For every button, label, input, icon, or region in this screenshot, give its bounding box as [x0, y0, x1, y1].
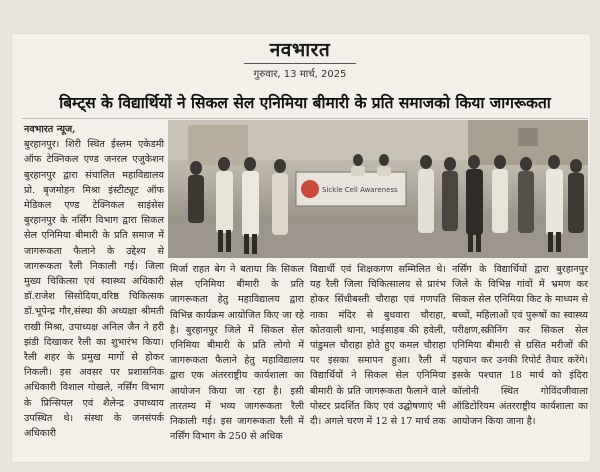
rally-photo [168, 120, 588, 258]
banner-text: Sickle Cell Awareness [322, 186, 398, 194]
publication-date: गुरुवार, 13 मार्च, 2025 [253, 69, 347, 80]
byline: नवभारत न्यूज, [24, 124, 76, 135]
newspaper-name: नवभारत [244, 36, 356, 64]
masthead [244, 36, 356, 80]
rally-photo-illustration [168, 120, 588, 258]
article-text-2: मिर्जा राहत बेग ने बताया कि सिकल सेल एनिमिया बीमारी के प्रति जागरूकता हेतु महाविद्यालय द्वारा विभिन्न कार्यक्रम आयोजित किए जा रहे है। बुरहानपुर जिले में सिकल सेल एनिमिया बीमारी के प्रति लोगो में जागरूकता फैलाने हेतु महाविद्यालय द्वारा एक अंतरराष्ट्रीय कार्यशाला का आयोजन किया जा रहा है। इसी तारतम्य में भव्य जागरूकता रैली निकाली गई। इस जागरूकता रैली में नर्सिंग विभाग के 250 से अधिक [170, 264, 304, 443]
article-column-1 [24, 122, 164, 441]
article-text-4: नर्सिंग के विद्यार्थियों द्वारा बुरहानपुर जिले के विभिन्न गांवों में भ्रमण कर सिकल सेल एनिमिया किट के माध्यम से बच्चों, महिलाओं एवं पुरूषों का स्वास्थ्य परीक्षण,स्क्रीनिंग कर सिकल सेल एनिमिया बीमारी से ग्रसित मरीजों की पहचान कर उनकी रिपोर्ट तैयार करेंगे। इसके पश्चात 18 मार्च को इंदिरा कॉलोनी स्थित गोविंदजीवाला ऑडिटोरियम अंतरराष्ट्रीय कार्यशाला का आयोजन किया जाना है। [452, 264, 588, 428]
article-column-4 [452, 262, 588, 429]
article-column-3 [310, 262, 446, 429]
article-text-3: विद्यार्थी एवं शिक्षकगण सम्मिलित थे। यह रैली जिला चिकित्सालय से प्रारंभ होकर सिंधीबस्ती चौराहा एवं गणपति नाका मंदिर से बुधवारा चौराहा, कोतवाली थाना, भाईसाहब की हवेली, पांडुमल चौराहा होते हुए कमल चौराहा पर इसका समापन हुआ। रैली में विद्यार्थियों ने सिकल सेल एनिमिया बीमारी के प्रति जागरूकता फैलाने वाले पोस्टर प्रदर्शित किए एवं उद्घोषणाएं भी दी। अगले चरण में 12 से 17 मार्च तक [310, 264, 446, 428]
headline: बिम्ट्स के विद्यार्थियों ने सिकल सेल एनिमिया बीमारी के प्रति समाजको किया जागरूकता [22, 88, 588, 119]
article-text-1: बुरहानपुर। शिरी स्थित ईस्लम एकेडमी ऑफ टेक्निकल एण्ड जनरल एजुकेशन बुरहानपुर द्वारा संचालित महाविद्यालय प्रो. बृजमोहन मिश्रा इंस्टीट्यूट ऑफ मेडिकल एण्ड टेक्निकल साइंसेस बुरहानपुर के नर्सिंग विभाग द्वारा सिकल सेल एनिमिया बीमारी के प्रति समाज में जागरूकता फैलाने के उद्देश्य से जागरूकता रैली निकाली गई। जिला मुख्य चिकित्सा एवं स्वास्थ्य अधिकारी डॉ.राजेश सिसोदिया,वरिष्ठ चिकित्सक डॉ.भूपेन्द्र गौर,संस्था की अध्यक्षा श्रीमती राखी मिश्रा, उपाध्यक्ष अनिल जैन ने हरी झंडी दिखाकर रैली का शुभारंभ किया। रैली शहर के प्रमुख मार्गो से होकर निकली। इस अवसर पर प्रशासनिक अधिकारी विशाल गोखले, नर्सिंग विभाग के प्रिन्सिपल एवं शैलेन्द्र उपाध्याय उपस्थित थे। संस्था के जनसंपर्क अधिकारी [24, 139, 164, 440]
article-column-2 [170, 262, 304, 444]
